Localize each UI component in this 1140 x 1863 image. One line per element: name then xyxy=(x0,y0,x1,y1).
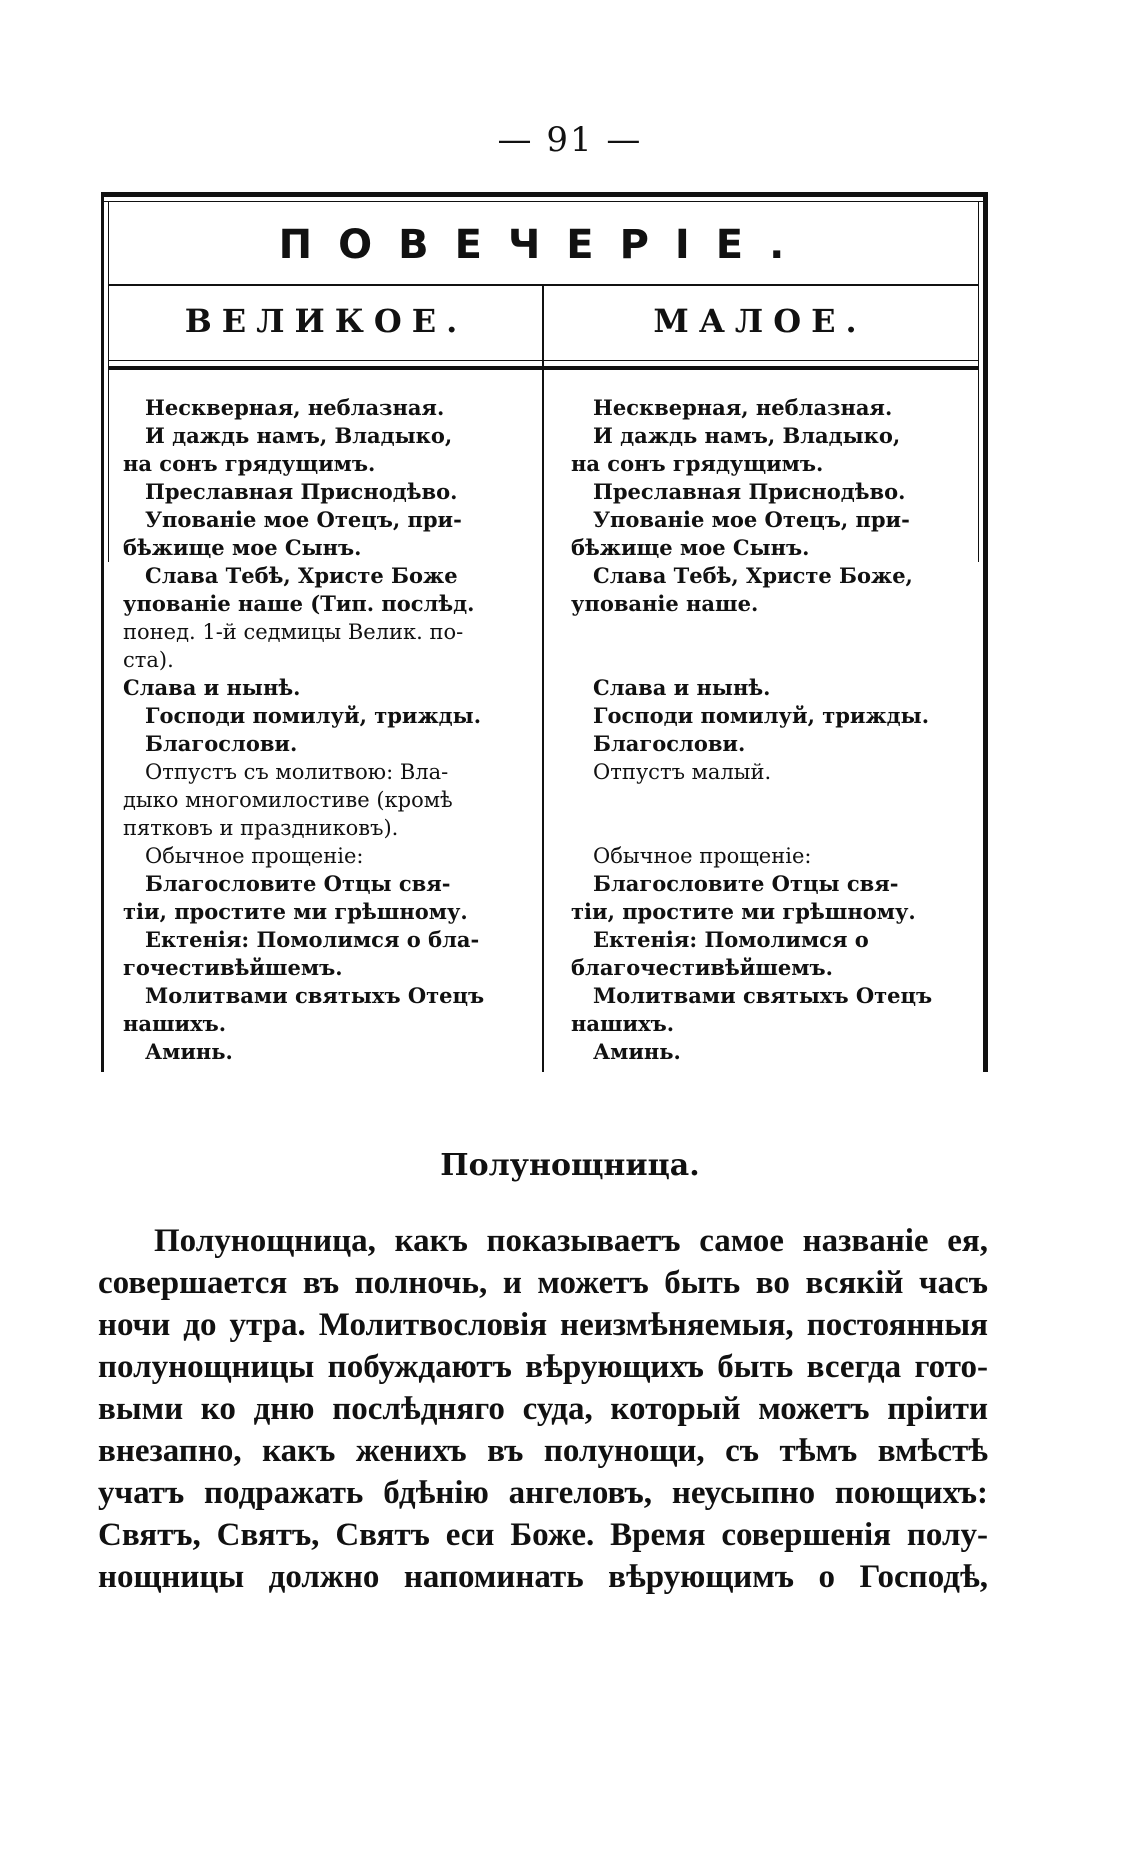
left-column-line: упованіе наше (Тип. послѣд. xyxy=(123,591,475,616)
left-column-line: дыко многомилостиве (кромѣ xyxy=(123,788,453,812)
right-column-line: благочестивѣйшемъ. xyxy=(571,955,833,980)
left-column-line: Обычное прощеніе: xyxy=(145,844,364,868)
section-heading: Полунощница. xyxy=(440,1148,700,1183)
table-rule xyxy=(983,192,988,1072)
right-column-line: на сонъ грядущимъ. xyxy=(571,451,824,476)
left-column-line: Аминь. xyxy=(145,1039,233,1064)
left-column-line: Преславная Приснодѣво. xyxy=(145,479,458,504)
left-column-line: Нескверная, неблазная. xyxy=(145,395,445,420)
left-column-line: Ектенія: Помолимся о бла- xyxy=(145,927,480,952)
paragraph-line: внезапно, какъ женихъ въ полунощи, съ тѣмъ вмѣстѣ xyxy=(98,1433,988,1469)
right-column-line: Господи помилуй, трижды. xyxy=(593,703,930,728)
body-paragraph xyxy=(98,1220,988,1598)
right-column-line: Отпустъ малый. xyxy=(593,760,772,784)
left-column-line: тіи, простите ми грѣшному. xyxy=(123,899,468,924)
left-column-line: И даждь намъ, Владыко, xyxy=(145,423,453,448)
right-column-line xyxy=(571,646,951,674)
right-column-line: нашихъ. xyxy=(571,1011,675,1036)
table-rule xyxy=(101,192,104,1072)
right-column-line: И даждь намъ, Владыко, xyxy=(593,423,901,448)
right-column-line xyxy=(571,786,951,814)
left-column-line: понед. 1-й седмицы Велик. по- xyxy=(123,620,464,644)
left-column-line: Отпустъ съ молитвою: Вла- xyxy=(145,760,449,784)
left-column-line: пятковъ и праздниковъ). xyxy=(123,816,399,840)
right-column-line: Благослови. xyxy=(593,731,746,756)
table-rule xyxy=(101,192,988,197)
left-column-line: Благослови. xyxy=(145,731,298,756)
right-column-line: тіи, простите ми грѣшному. xyxy=(571,899,916,924)
right-column-line: Аминь. xyxy=(593,1039,681,1064)
right-column-line: Преславная Приснодѣво. xyxy=(593,479,906,504)
right-column-line: Благословите Отцы свя- xyxy=(593,871,899,896)
great-compline-column xyxy=(123,394,503,1066)
right-column-line xyxy=(571,618,951,646)
right-column-line: Слава и нынѣ. xyxy=(593,675,771,700)
paragraph-line: Святъ, Святъ, Святъ еси Боже. Время совершенія полу- xyxy=(98,1517,988,1553)
left-column-line: гочестивѣйшемъ. xyxy=(123,955,343,980)
small-compline-column xyxy=(571,394,951,1066)
left-column-line: Слава Тебѣ, Христе Боже xyxy=(145,563,458,588)
right-column-line: Молитвами святыхъ Отецъ xyxy=(593,983,933,1008)
left-column-line: Благословите Отцы свя- xyxy=(145,871,451,896)
left-column-line: Слава и нынѣ. xyxy=(123,675,301,700)
left-column-line: Упованіе мое Отецъ, при- xyxy=(145,507,462,532)
paragraph-line: Полунощница, какъ показываетъ самое названіе ея, xyxy=(154,1223,988,1259)
page-number: — 91 — xyxy=(497,120,643,160)
left-column-line: ста). xyxy=(123,648,174,672)
right-column-line: Упованіе мое Отецъ, при- xyxy=(593,507,910,532)
right-column-line: Ектенія: Помолимся о xyxy=(593,927,869,952)
column-divider xyxy=(542,286,544,1072)
paragraph-line: ночи до утра. Молитвословія неизмѣняемыя, постоянныя xyxy=(98,1307,988,1343)
paragraph-line: совершается въ полночь, и можетъ быть во всякій часъ xyxy=(98,1265,988,1301)
table-rule xyxy=(101,201,988,202)
right-column-line: упованіе наше. xyxy=(571,591,759,616)
right-column-line xyxy=(571,814,951,842)
left-column-header: ВЕЛИКОЕ. xyxy=(184,302,468,340)
table-title: ПОВЕЧЕРІЕ. xyxy=(278,222,811,268)
left-column-line: бѣжище мое Сынъ. xyxy=(123,535,362,560)
right-column-line: Слава Тебѣ, Христе Боже, xyxy=(593,563,913,588)
compline-table xyxy=(101,192,988,1072)
left-column-line: нашихъ. xyxy=(123,1011,227,1036)
paragraph-line: нощницы должно напоминать вѣрующимъ о Господѣ, xyxy=(98,1559,988,1595)
paragraph-line: выми ко дню послѣдняго суда, который можетъ пріити xyxy=(98,1391,988,1427)
table-rule xyxy=(108,360,979,361)
table-rule xyxy=(108,366,979,370)
paragraph-line: учатъ подражать бдѣнію ангеловъ, неусыпно поющихъ: xyxy=(98,1475,988,1511)
left-column-line: Молитвами святыхъ Отецъ xyxy=(145,983,485,1008)
right-column-line: бѣжище мое Сынъ. xyxy=(571,535,810,560)
right-column-line: Обычное прощеніе: xyxy=(593,844,812,868)
left-column-line: на сонъ грядущимъ. xyxy=(123,451,376,476)
right-column-line: Нескверная, неблазная. xyxy=(593,395,893,420)
paragraph-line: полунощницы побуждаютъ вѣрующихъ быть всегда гото- xyxy=(98,1349,988,1385)
left-column-line: Господи помилуй, трижды. xyxy=(145,703,482,728)
right-column-header: МАЛОЕ. xyxy=(653,302,867,340)
